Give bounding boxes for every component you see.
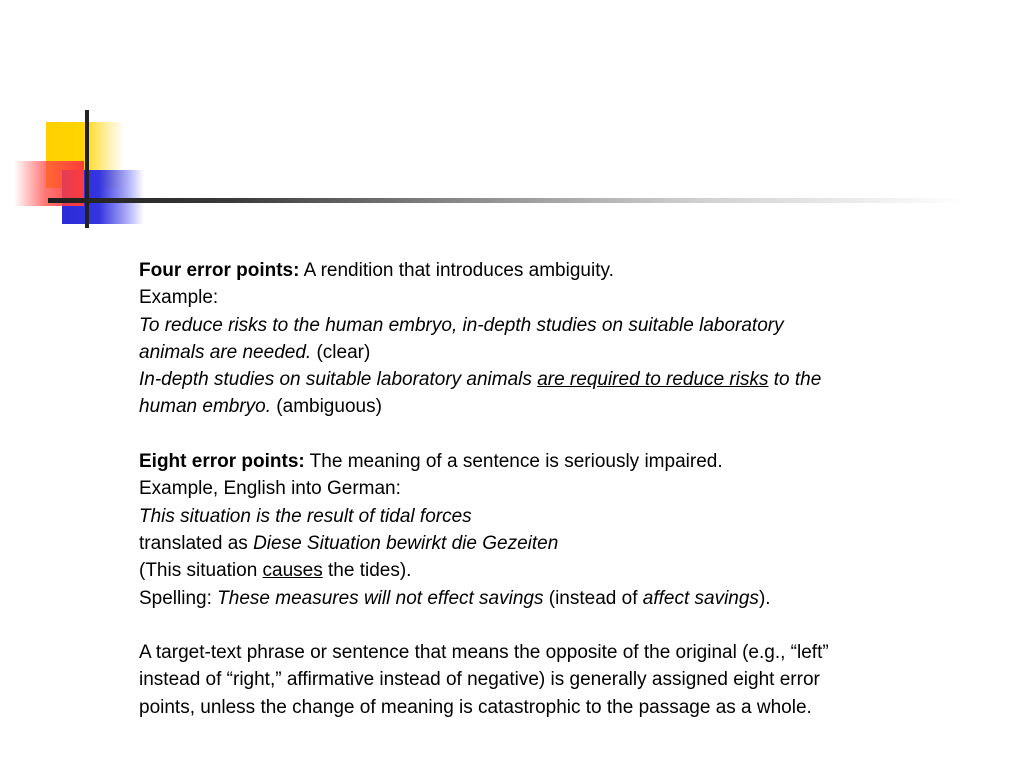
- decor-horizontal-line: [48, 198, 968, 203]
- example-german-label: Example, English into German:: [139, 478, 401, 500]
- gloss-suffix: the tides).: [322, 560, 412, 582]
- spelling-end: ).: [758, 587, 771, 609]
- eight-points-description: The meaning of a sentence is seriously impaired.: [304, 451, 723, 473]
- clear-sentence-line1: [139, 312, 989, 339]
- spelling-sentence: These measures will not effect savings: [217, 587, 544, 609]
- ambiguous-sentence-line1: [139, 366, 989, 393]
- four-points-heading-line: [139, 257, 989, 284]
- ambiguous-tag: (ambiguous): [271, 396, 382, 418]
- spacer: [139, 612, 989, 639]
- spelling-line: [139, 585, 989, 612]
- spacer: [139, 421, 989, 448]
- opposite-meaning-line2: instead of “right,” affirmative instead of negative) is generally assigned eight error: [139, 669, 820, 691]
- ambiguous-sentence-line2: [139, 393, 989, 420]
- four-points-description: A rendition that introduces ambiguity.: [299, 260, 614, 281]
- ambiguous-sentence-end: human embryo.: [139, 396, 272, 418]
- gloss-line: [139, 557, 989, 584]
- clear-tag: (clear): [311, 341, 371, 363]
- example-label: Example:: [139, 287, 219, 309]
- clear-sentence-text: To reduce risks to the human embryo, in-depth studies on suitable laboratory: [139, 314, 784, 336]
- gloss-underlined-word: causes: [262, 560, 323, 582]
- ambiguous-underlined-phrase: are required to reduce risks: [537, 369, 769, 391]
- opposite-meaning-line3: points, unless the change of meaning is catastrophic to the passage as a whole.: [139, 696, 812, 718]
- spelling-label: Spelling:: [139, 587, 218, 609]
- spelling-correct: affect savings: [642, 587, 759, 609]
- spelling-mid: (instead of: [543, 587, 643, 609]
- german-sentence: Diese Situation bewirkt die Gezeiten: [253, 532, 559, 554]
- source-sentence-line: [139, 503, 989, 530]
- ambiguous-sentence-mid: to the: [768, 369, 822, 391]
- eight-points-heading: Eight error points:: [139, 451, 305, 473]
- eight-points-heading-line: [139, 448, 989, 475]
- decor-vertical-line: [85, 110, 89, 228]
- clear-sentence-line2: [139, 339, 989, 366]
- clear-sentence-end: animals are needed.: [139, 341, 312, 363]
- translated-prefix: translated as: [139, 532, 254, 554]
- ambiguous-sentence-start: In-depth studies on suitable laboratory animals: [139, 369, 538, 391]
- four-points-heading: Four error points:: [139, 260, 300, 281]
- source-sentence: This situation is the result of tidal forces: [139, 505, 472, 527]
- slide-body: [139, 257, 989, 721]
- opposite-meaning-line1: A target-text phrase or sentence that means the opposite of the original (e.g., “left”: [139, 642, 829, 664]
- gloss-prefix: (This situation: [139, 560, 263, 582]
- translated-line: [139, 530, 989, 557]
